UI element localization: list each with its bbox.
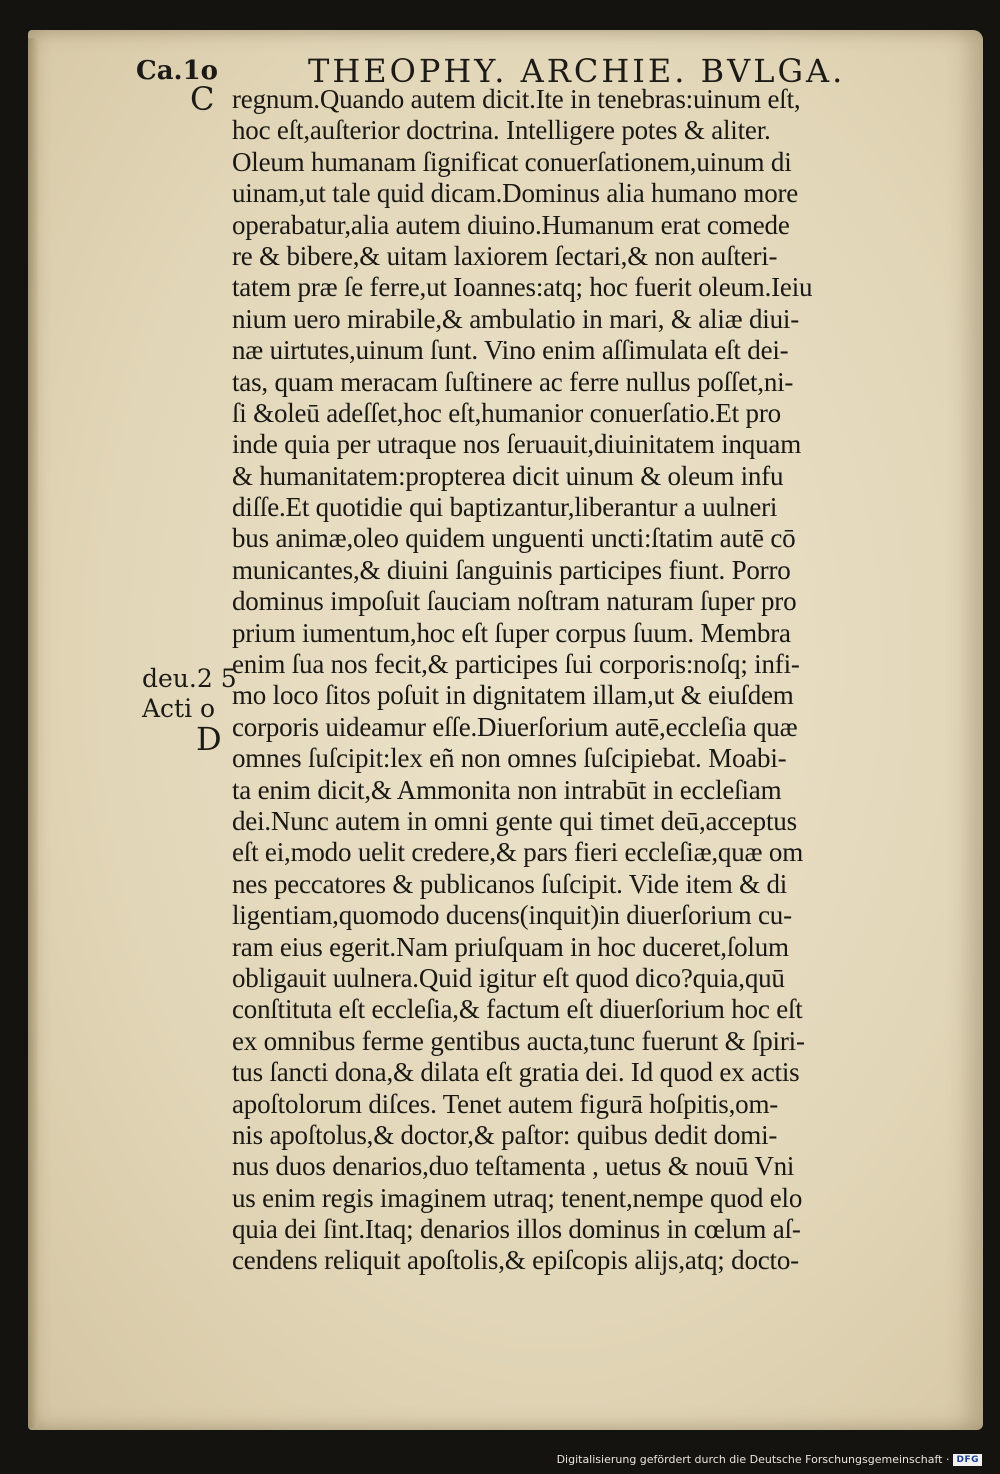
text-line: nis apoſtolus,& doctor,& paſtor: quibus dedit domi-: [232, 1119, 778, 1150]
text-line: tus ſancti dona,& dilata eſt gratia dei. Id quod ex actis: [232, 1057, 800, 1088]
corner-reference: Ca.1o: [136, 56, 219, 86]
text-line: uinam,ut tale quid dicam.Dominus alia humano more: [232, 178, 799, 209]
text-line: conſtituta eſt eccleſia,& factum eſt diuerſorium hoc eſt: [232, 994, 803, 1025]
margin-note-deuteronomy: deu.2 5: [142, 664, 237, 693]
text-line: operabatur,alia autem diuino.Humanum erat comede: [232, 209, 790, 240]
text-line: Oleum humanam ſignificat conuerſationem,uinum di: [232, 146, 792, 177]
text-line: quia dei ſint.Itaq; denarios illos dominus in cœlum aſ-: [232, 1214, 801, 1245]
text-line: cendens reliquit apoſtolis,& epiſcopis alijs,atq; docto-: [232, 1245, 799, 1276]
text-line: tatem præ ſe ferre,ut Ioannes:atq; hoc fuerit oleum.Ieiu: [232, 272, 813, 303]
text-line: enim ſua nos fecit,& participes ſui corporis:noſq; infi-: [232, 649, 800, 680]
text-line: nium uero mirabile,& ambulatio in mari, & aliæ diui-: [232, 303, 799, 334]
text-line: hoc eſt,auſterior doctrina. Intelligere potes & aliter.: [232, 115, 771, 146]
text-line: bus animæ,oleo quidem unguenti uncti:ſtatim autē cō: [232, 523, 796, 554]
text-line: re & bibere,& uitam laxiorem ſectari,& non auſteri-: [232, 240, 778, 271]
text-line: tas, quam meracam ſuſtinere ac ferre nullus poſſet,ni-: [232, 366, 794, 397]
digitization-footer: [557, 1453, 982, 1466]
text-line: diſſe.Et quotidie qui baptizantur,liberantur a uulneri: [232, 492, 778, 523]
text-line: & humanitatem:propterea dicit uinum & oleum infu: [232, 460, 784, 491]
text-line: dei.Nunc autem in omni gente qui timet deū,acceptus: [232, 805, 797, 836]
text-line: ligentiam,quomodo ducens(inquit)in diuerſorium cu-: [232, 900, 792, 931]
text-line: municantes,& diuini ſanguinis participes fiunt. Porro: [232, 554, 791, 585]
page-gutter-shadow: [28, 38, 38, 1428]
text-line: omnes ſuſcipit:lex eñ non omnes ſuſcipiebat. Moabi-: [232, 743, 787, 774]
text-line: ſi &oleū adeſſet,hoc eſt,humanior conuerſatio.Et pro: [232, 397, 781, 428]
dfg-logo-icon: DFG: [953, 1454, 982, 1466]
text-line: eſt ei,modo uelit credere,& pars fieri eccleſiæ,quæ om: [232, 837, 803, 868]
text-line: ta enim dicit,& Ammonita non intrabūt in eccleſiam: [232, 774, 782, 805]
text-line: us enim regis imaginem utraq; tenent,nempe quod elo: [232, 1182, 803, 1213]
margin-note-acts: Acti o: [142, 694, 216, 723]
body-text: [232, 84, 932, 1277]
text-line: obligauit uulnera.Quid igitur eſt quod dico?quia,quū: [232, 962, 785, 993]
margin-section-letter-c: C: [190, 80, 215, 118]
footer-credit: Digitalisierung gefördert durch die Deutsche Forschungsgemeinschaft ·: [556, 1453, 950, 1466]
text-line: ex omnibus ferme gentibus aucta,tunc fuerunt & ſpiri-: [232, 1025, 805, 1056]
margin-section-letter-d: D: [196, 720, 222, 758]
text-line: næ uirtutes,uinum ſunt. Vino enim aſſimulata eſt dei-: [232, 335, 789, 366]
text-line: mo loco ſitos poſuit in dignitatem illam,ut & eiuſdem: [232, 680, 794, 711]
text-line: corporis uideamur eſſe.Diuerſorium autē,eccleſia quæ: [232, 711, 798, 742]
text-line: ram eius egerit.Nam priuſquam in hoc duceret,ſolum: [232, 931, 789, 962]
text-line: dominus impoſuit ſauciam noſtram naturam ſuper pro: [232, 586, 797, 617]
text-line: apoſtolorum diſces. Tenet autem figurā hoſpitis,om-: [232, 1088, 779, 1119]
running-head: THEOPHY. ARCHIE. BVLGA.: [308, 52, 846, 90]
text-line: regnum.Quando autem dicit.Ite in tenebras:uinum eſt,: [232, 84, 801, 114]
text-line: nus duos denarios,duo teſtamenta , uetus & nouū Vni: [232, 1151, 795, 1182]
text-line: inde quia per utraque nos ſeruauit,diuinitatem inquam: [232, 429, 801, 460]
text-line: nes peccatores & publicanos ſuſcipit. Vide item & di: [232, 868, 788, 899]
text-line: prium iumentum,hoc eſt ſuper corpus ſuum. Membra: [232, 617, 791, 648]
